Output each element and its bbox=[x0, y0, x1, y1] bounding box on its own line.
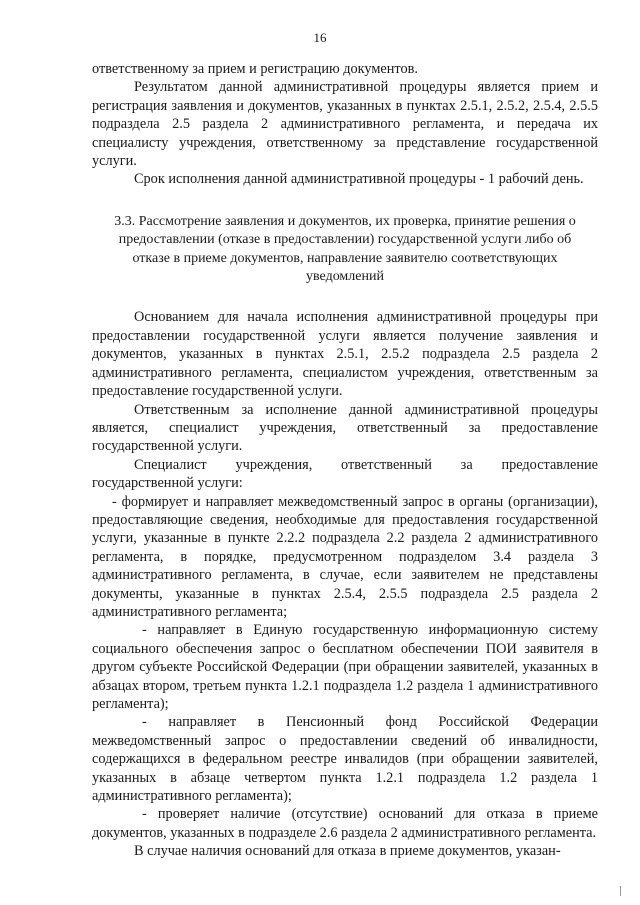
paragraph-deadline: Срок исполнения данной административной процедуры - 1 рабочий день. bbox=[134, 171, 584, 188]
paragraph-basis: Основанием для начала исполнения административной процедуры при предоставлении государственной услуги является получение заявления и документов, указанных в пунктах 2.5.1, 2.5.2 подраздела 2.5 раздела 2 административного регламента, специалистом учреждения, ответственным за предоставление государственной услуги. bbox=[92, 309, 598, 400]
list-item-egisso: - направляет в Единую государственную информационную систему социального обеспечения запрос о бесплатном обеспечении ПОИ заявителя в другом субъекте Российской Федерации (при обращении заявителей, указанных в абзацах втором, третьем пункта 1.2.1 подраздела 1.2 раздела 1 административного регламента); bbox=[92, 622, 598, 712]
section-heading: 3.3. Рассмотрение заявления и документов, их проверка, принятие решения о предоставлении (отказе в предоставлении) государственной услуги либо об отказе в приеме документов, направление заявителю соответствующих уведомлений bbox=[114, 213, 576, 285]
paragraph-result: Результатом данной административной процедуры является прием и регистрация заявления и документов, указанных в пунктах 2.5.1, 2.5.2, 2.5.4, 2.5.5 подраздела 2.5 раздела 2 административного регламента, и передача их специалисту учреждения, ответственному за представление государственной услуги. bbox=[92, 79, 598, 170]
list-item-pension-fund: - направляет в Пенсионный фонд Российской Федерации межведомственный запрос о предоставлении сведений об инвалидности, содержащихся в федеральном реестре инвалидов (при обращении заявителей, указанных в абзаце четвертом пункта 1.2.1 подраздела 1.2 раздела 1 административного регламента); bbox=[92, 714, 598, 805]
paragraph-specialist: Специалист учреждения, ответственный за предоставление государственной услуги: bbox=[92, 456, 598, 492]
margin-mark bbox=[620, 886, 621, 896]
page-number: 16 bbox=[313, 30, 327, 45]
paragraph-responsible: Ответственным за исполнение данной административной процедуры является, специалист учреждения, ответственный за предоставление государственной услуги. bbox=[92, 401, 598, 455]
document-body bbox=[92, 60, 598, 861]
list-item-check: - проверяет наличие (отсутствие) оснований для отказа в приеме документов, указанных в подразделе 2.6 раздела 2 административного регламента. bbox=[92, 806, 598, 841]
paragraph-refusal: В случае наличия оснований для отказа в приеме документов, указан- bbox=[134, 843, 561, 860]
paragraph-continuation: ответственному за прием и регистрацию документов. bbox=[92, 61, 418, 77]
list-item-request: - формирует и направляет межведомственный запрос в органы (организации), предоставляющие сведения, необходимые для предоставления государственной услуги, указанные в пункте 2.2.2 подраздела 2.2 раздела 2 административного регламента, в порядке, предусмотренном подразделом 3.4 раздела 3 административного регламента, в случае, если заявителем не представлены документы, указанные в пунктах 2.5.4, 2.5.5 подраздела 2.5 раздела 2 административного регламента; bbox=[92, 493, 598, 620]
